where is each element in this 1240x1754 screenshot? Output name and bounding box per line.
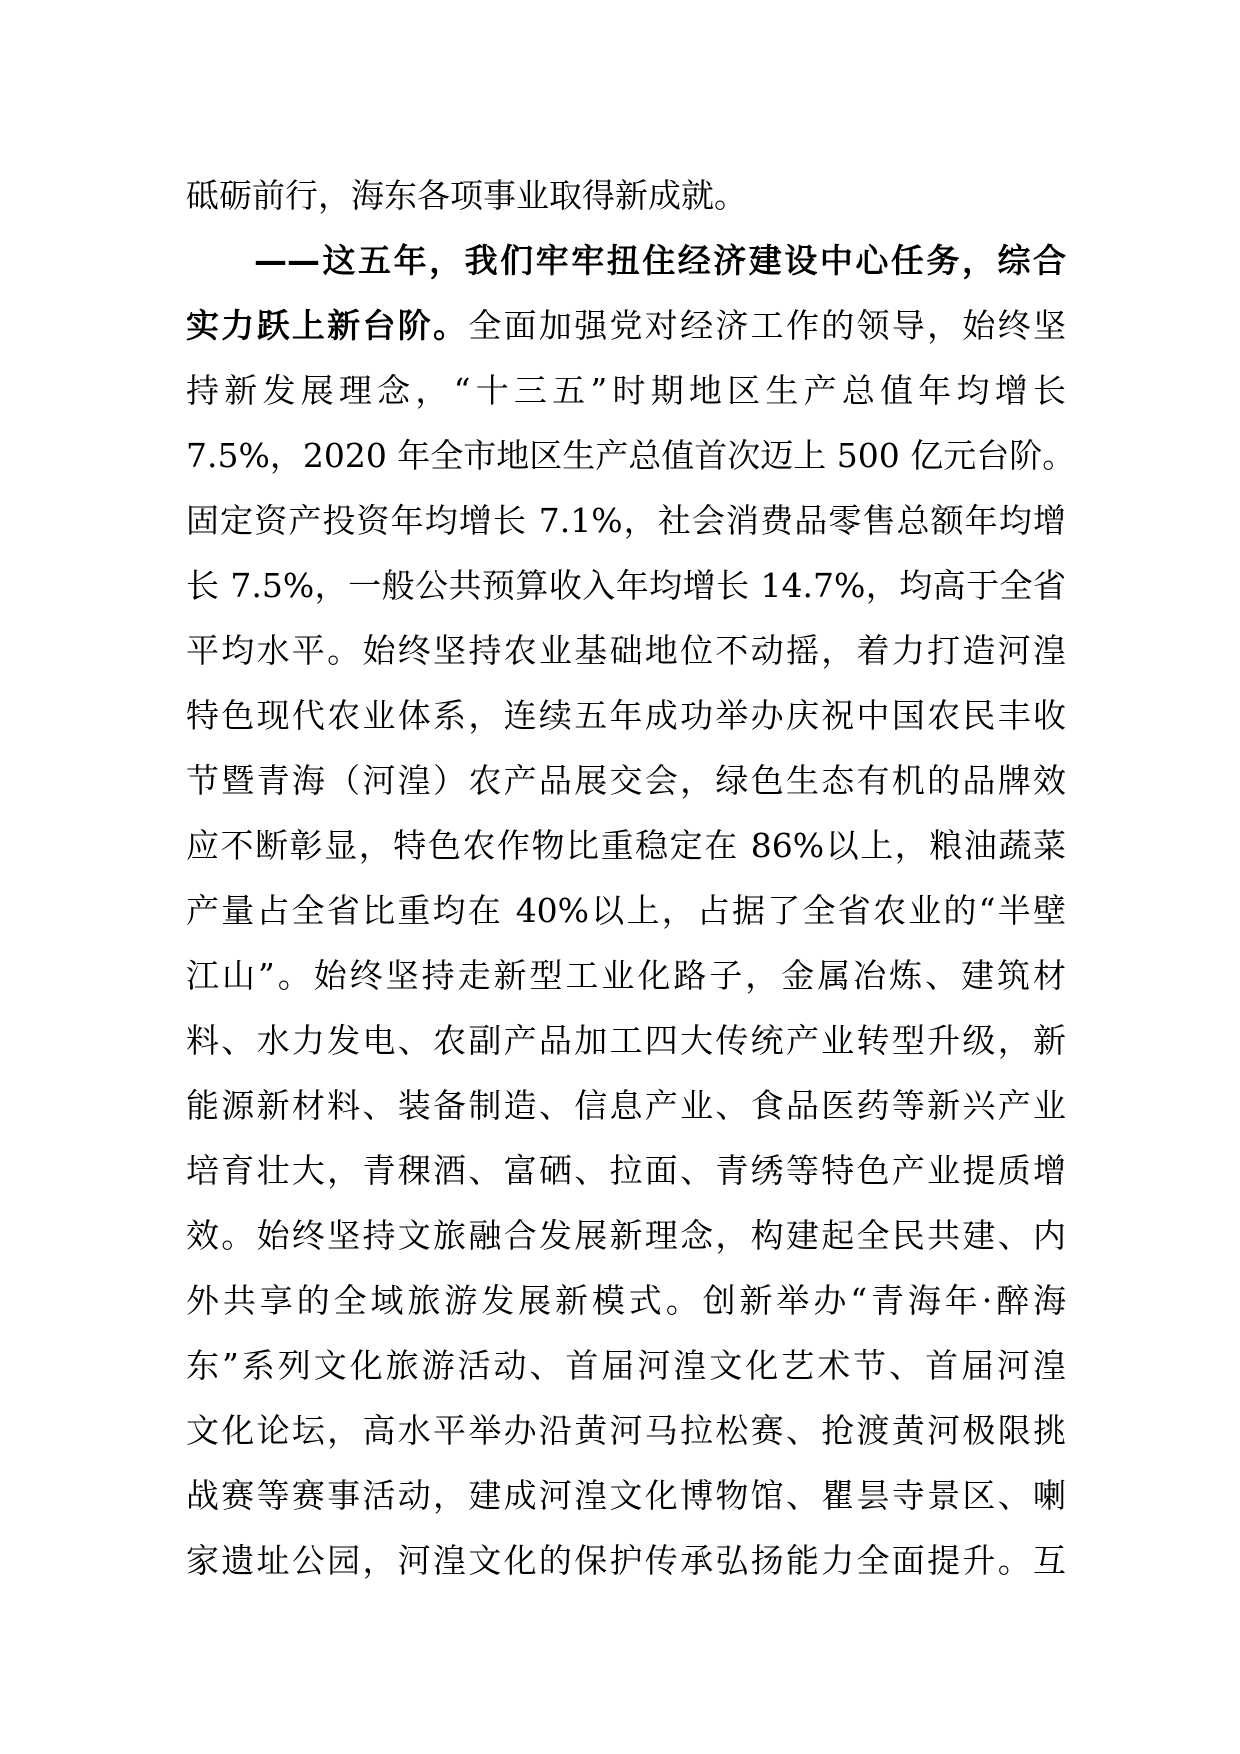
line-text: 效。始终坚持文旅融合发展新理念，构建起全民共建、内 [186,1216,1066,1255]
text-line-14 [186,1019,1066,1063]
text-line-16 [186,1149,1066,1193]
text-line-19 [186,1344,1066,1388]
text-line-3 [186,304,1066,348]
line-text: 产量占全省比重均在 40%以上，占据了全省农业的“半壁 [186,891,1066,930]
text-line-4 [186,369,1066,413]
line-text: 砥砺前行，海东各项事业取得新成就。 [186,176,747,215]
line-text: 节暨青海（河湟）农产品展交会，绿色生态有机的品牌效 [186,761,1066,800]
text-line-7 [186,564,1066,608]
line-text: 东”系列文化旅游活动、首届河湟文化艺术节、首届河湟 [186,1346,1066,1385]
line-text: 特色现代农业体系，连续五年成功举办庆祝中国农民丰收 [186,696,1066,735]
line-bold-text: ——这五年，我们牢牢扭住经济建设中心任务，综合 [254,241,1066,280]
text-line-17 [186,1214,1066,1258]
line-text: 战赛等赛事活动，建成河湟文化博物馆、瞿昙寺景区、喇 [186,1476,1066,1515]
text-line-1 [186,174,1066,218]
line-text: 能源新材料、装备制造、信息产业、食品医药等新兴产业 [186,1086,1066,1125]
text-line-20 [186,1409,1066,1453]
text-line-18 [186,1279,1066,1323]
text-line-10 [186,759,1066,803]
text-line-21 [186,1474,1066,1518]
line-text: 长 7.5%，一般公共预算收入年均增长 14.7%，均高于全省 [186,566,1066,605]
text-line-12 [186,889,1066,933]
text-line-9 [186,694,1066,738]
line-text: 7.5%，2020 年全市地区生产总值首次迈上 500 亿元台阶。 [186,436,1076,475]
text-line-22 [186,1539,1066,1583]
text-line-11 [186,824,1066,868]
text-line-15 [186,1084,1066,1128]
line-text: 家遗址公园，河湟文化的保护传承弘扬能力全面提升。互 [186,1541,1066,1580]
line-text: 持新发展理念，“十三五”时期地区生产总值年均增长 [186,371,1066,410]
line-text: 料、水力发电、农副产品加工四大传统产业转型升级，新 [186,1021,1066,1060]
line-bold-text: 实力跃上新台阶。 [186,306,469,345]
line-text: 培育壮大，青稞酒、富硒、拉面、青绣等特色产业提质增 [186,1151,1066,1190]
line-text: 全面加强党对经济工作的领导，始终坚 [468,306,1067,345]
line-text: 外共享的全域旅游发展新模式。创新举办“青海年·醉海 [186,1281,1066,1320]
text-line-8 [186,629,1066,673]
line-text: 平均水平。始终坚持农业基础地位不动摇，着力打造河湟 [186,631,1066,670]
line-text: 江山”。始终坚持走新型工业化路子，金属冶炼、建筑材 [186,956,1066,995]
text-line-13 [186,954,1066,998]
text-line-2 [254,239,1066,283]
line-text: 文化论坛，高水平举办沿黄河马拉松赛、抢渡黄河极限挑 [186,1411,1066,1450]
line-text: 应不断彰显，特色农作物比重稳定在 86%以上，粮油蔬菜 [186,826,1066,865]
text-line-5 [186,434,1076,478]
line-text: 固定资产投资年均增长 7.1%，社会消费品零售总额年均增 [186,501,1066,540]
text-line-6 [186,499,1066,543]
